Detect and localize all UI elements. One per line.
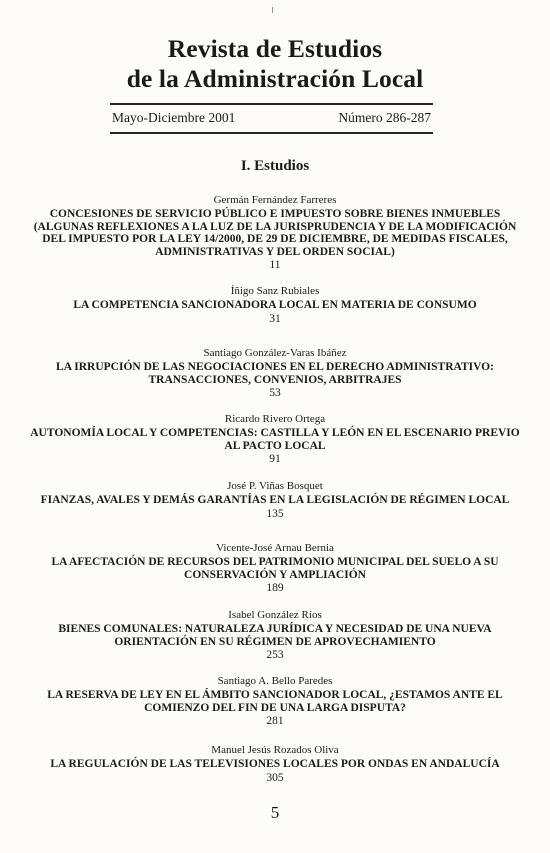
entry-author: Manuel Jesús Rozados Oliva xyxy=(211,744,339,756)
toc-entry xyxy=(0,744,550,785)
entry-page: 281 xyxy=(266,715,284,728)
entry-title: LA RESERVA DE LEY EN EL ÁMBITO SANCIONADOR LOCAL, ¿ESTAMOS ANTE EL COMIENZO DEL FIN DE UNA LARGA DISPUTA? xyxy=(47,689,503,714)
entry-page: 11 xyxy=(269,259,281,272)
toc-entry xyxy=(0,347,550,400)
entry-author: José P. Viñas Bosquet xyxy=(227,480,323,492)
entry-page: 189 xyxy=(266,582,284,595)
entry-title: AUTONOMÍA LOCAL Y COMPETENCIAS: CASTILLA Y LEÓN EN EL ESCENARIO PREVIO AL PACTO LOCAL xyxy=(30,427,520,452)
section-heading: I. Estudios xyxy=(240,158,310,174)
toc-entry xyxy=(0,480,550,521)
journal-title xyxy=(0,34,550,94)
header-rule-bottom xyxy=(110,132,433,134)
issue-date: Mayo-Diciembre 2001 xyxy=(112,110,236,125)
entry-author: Ricardo Rivero Ortega xyxy=(224,413,326,425)
entry-title: LA REGULACIÓN DE LAS TELEVISIONES LOCALES POR ONDAS EN ANDALUCÍA xyxy=(50,758,500,770)
header-rule-top xyxy=(110,103,433,105)
entry-page: 91 xyxy=(269,453,281,466)
page-number: 5 xyxy=(270,803,280,822)
journal-title-line-1: Revista de Estudios xyxy=(167,34,383,63)
entry-page: 53 xyxy=(269,387,281,400)
entry-author: Isabel González Ríos xyxy=(228,609,322,621)
entry-author: Santiago A. Bello Paredes xyxy=(217,675,333,687)
entry-page: 253 xyxy=(266,649,284,662)
scan-mark xyxy=(272,7,273,13)
entry-author: Íñigo Sanz Rubiales xyxy=(230,285,320,297)
entry-page: 305 xyxy=(266,771,284,784)
toc-entry xyxy=(0,194,550,272)
entry-title: LA AFECTACIÓN DE RECURSOS DEL PATRIMONIO MUNICIPAL DEL SUELO A SU CONSERVACIÓN Y AMPLIACIÓN xyxy=(51,556,499,581)
entry-page: 135 xyxy=(266,507,284,520)
entry-author: Vicente-José Arnau Bernia xyxy=(216,542,334,554)
issue-number: Número 286-287 xyxy=(338,110,431,125)
toc-entry xyxy=(0,413,550,466)
entry-title: BIENES COMUNALES: NATURALEZA JURÍDICA Y NECESIDAD DE UNA NUEVA ORIENTACIÓN EN SU RÉGIMEN DE APROVECHAMIENTO xyxy=(58,623,492,648)
entry-title: LA COMPETENCIA SANCIONADORA LOCAL EN MATERIA DE CONSUMO xyxy=(73,299,477,311)
entry-author: Germán Fernández Farreres xyxy=(213,194,337,206)
toc-entry xyxy=(0,609,550,662)
journal-title-line-2: de la Administración Local xyxy=(126,64,424,93)
entry-title: FIANZAS, AVALES Y DEMÁS GARANTÍAS EN LA LEGISLACIÓN DE RÉGIMEN LOCAL xyxy=(40,494,510,506)
entry-title: CONCESIONES DE SERVICIO PÚBLICO E IMPUESTO SOBRE BIENES INMUEBLES (ALGUNAS REFLEXIONES A LA LUZ DE LA JURISPRUDENCIA Y DE LA MODIFICACIÓN DEL IMPUESTO POR LA LEY 14/2000, DE 29 DE DICIEMBRE, DE MEDIDAS FISCALES, ADMINISTRATIVAS Y DEL ORDEN SOCIAL) xyxy=(33,208,517,258)
entry-title: LA IRRUPCIÓN DE LAS NEGOCIACIONES EN EL DERECHO ADMINISTRATIVO: TRANSACCIONES, CONVENIOS, ARBITRAJES xyxy=(56,361,494,386)
entry-author: Santiago González-Varas Ibáñez xyxy=(203,347,347,359)
entry-page: 31 xyxy=(269,312,281,325)
toc-entry xyxy=(0,675,550,728)
toc-entry xyxy=(0,285,550,326)
toc-entry xyxy=(0,542,550,595)
